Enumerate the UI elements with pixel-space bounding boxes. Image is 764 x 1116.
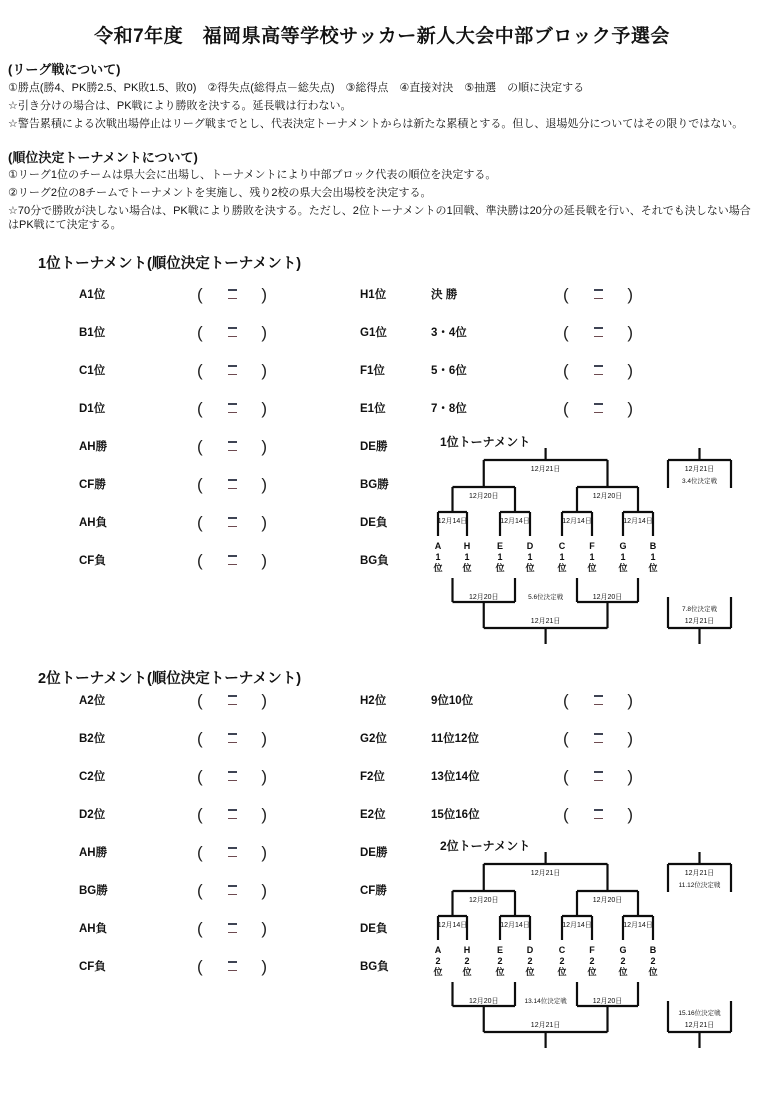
bracket-team-label-char: 1 (620, 552, 626, 562)
score-dash-bottom (228, 450, 237, 452)
bracket-team-label-char: 2 (435, 956, 441, 966)
score-blank (197, 358, 267, 382)
match-date-label: 12月21日 (684, 618, 715, 625)
rule-line: ☆引き分けの場合は、PK戦により勝敗を決する。延長戦は行わない。 (8, 100, 352, 112)
score-blank (563, 764, 633, 788)
team-slot-label: BG負 (360, 961, 389, 973)
score-dash-bottom (594, 742, 603, 744)
bracket-team-label-char: 位 (433, 967, 443, 977)
team-slot-label: AH勝 (79, 441, 108, 453)
score-dash-bottom (594, 298, 603, 300)
score-dashes (594, 327, 603, 337)
paren-close-icon: ) (627, 360, 633, 380)
team-slot-label: DE勝 (360, 441, 388, 453)
team-slot-label: F1位 (360, 365, 385, 377)
first-place-bracket-diagram (420, 430, 764, 652)
score-dashes (228, 809, 237, 819)
score-dash-bottom (228, 970, 237, 972)
placement-label: 15位16位 (431, 809, 480, 821)
match-date-label: 12月21日 (530, 1022, 561, 1029)
paren-open-icon: ( (197, 398, 203, 418)
score-dashes (594, 733, 603, 743)
team-slot-label: E2位 (360, 809, 386, 821)
score-dash-top (228, 555, 237, 557)
team-slot-label: BG勝 (360, 479, 389, 491)
match-date-label: 12月21日 (684, 870, 715, 877)
score-blank (197, 434, 267, 458)
score-dash-bottom (594, 704, 603, 706)
bracket-team-label-char: 位 (587, 563, 597, 573)
paren-open-icon: ( (563, 284, 569, 304)
score-dash-bottom (594, 412, 603, 414)
score-dashes (228, 555, 237, 565)
paren-close-icon: ) (627, 284, 633, 304)
team-slot-label: D1位 (79, 403, 106, 415)
tournament-row (0, 396, 764, 420)
team-slot-label: C2位 (79, 771, 106, 783)
paren-close-icon: ) (261, 804, 267, 824)
tournament-row (0, 358, 764, 382)
score-dashes (594, 809, 603, 819)
bracket-team-label-char: G (619, 945, 627, 955)
tournament-row (0, 802, 764, 826)
bracket-team-label-char: 2 (559, 956, 565, 966)
paren-open-icon: ( (563, 728, 569, 748)
tournament-row (0, 688, 764, 712)
placement-label: 11位12位 (431, 733, 479, 745)
tournament-row (0, 320, 764, 344)
bracket-team-label-char: 位 (462, 967, 472, 977)
score-blank (197, 802, 267, 826)
placement-label: 9位10位 (431, 695, 474, 707)
paren-close-icon: ) (261, 512, 267, 532)
score-dash-top (228, 327, 237, 329)
score-dash-bottom (228, 412, 237, 414)
placement-label: 7・8位 (431, 403, 467, 415)
match-date-label: 12月21日 (684, 466, 715, 473)
match-date-label: 12月14日 (623, 518, 653, 525)
score-dashes (228, 961, 237, 971)
bracket-team-label-char: 2 (589, 956, 595, 966)
score-blank (197, 472, 267, 496)
rule-line: はPK戦にて決定する。 (8, 219, 122, 231)
team-slot-label: BG勝 (79, 885, 108, 897)
team-slot-label: A2位 (79, 695, 106, 707)
paren-close-icon: ) (627, 766, 633, 786)
bracket-team-label-char: F (589, 541, 595, 551)
placement-label: 決 勝 (431, 289, 458, 301)
score-blank (197, 878, 267, 902)
tournament-row (0, 726, 764, 750)
first-place-section-heading: 1位トーナメント(順位決定トーナメント) (38, 256, 302, 272)
paren-open-icon: ( (197, 436, 203, 456)
bracket-team-label-char: A (434, 945, 442, 955)
paren-open-icon: ( (197, 766, 203, 786)
bracket-team-label-char: 位 (557, 563, 567, 573)
score-dashes (228, 517, 237, 527)
score-dash-top (228, 365, 237, 367)
paren-open-icon: ( (197, 284, 203, 304)
score-dashes (228, 733, 237, 743)
paren-close-icon: ) (627, 398, 633, 418)
bracket-team-label-char: B (649, 945, 657, 955)
tournament-row (0, 282, 764, 306)
bracket-team-label-char: 2 (497, 956, 503, 966)
rule-line: ①リーグ1位のチームは県大会に出場し、トーナメントにより中部ブロック代表の順位を決定する。 (8, 169, 497, 181)
paren-open-icon: ( (197, 360, 203, 380)
paren-close-icon: ) (261, 284, 267, 304)
score-blank (197, 688, 267, 712)
match-date-label: 12月21日 (530, 870, 561, 877)
bracket-team-label-char: 位 (587, 967, 597, 977)
score-dash-bottom (228, 894, 237, 896)
team-slot-label: AH勝 (79, 847, 108, 859)
bracket-team-label-char: 位 (618, 563, 628, 573)
score-dash-bottom (594, 336, 603, 338)
tournament-row (0, 764, 764, 788)
placement-label: 5・6位 (431, 365, 467, 377)
score-blank (197, 840, 267, 864)
team-slot-label: A1位 (79, 289, 106, 301)
team-slot-label: D2位 (79, 809, 106, 821)
bracket-team-label-char: 位 (495, 967, 505, 977)
paren-close-icon: ) (261, 728, 267, 748)
bracket-team-label-char: 位 (648, 563, 658, 573)
match-date-label: 12月20日 (592, 897, 623, 904)
bracket-placement-label: 3.4位決定戦 (681, 478, 718, 485)
score-dash-bottom (228, 704, 237, 706)
paren-open-icon: ( (563, 360, 569, 380)
team-slot-label: DE勝 (360, 847, 388, 859)
score-dash-bottom (594, 374, 603, 376)
paren-open-icon: ( (563, 322, 569, 342)
second-place-bracket-diagram (420, 834, 764, 1056)
score-blank (197, 282, 267, 306)
bracket-team-label-char: B (649, 541, 657, 551)
score-dash-top (228, 517, 237, 519)
score-dash-top (228, 771, 237, 773)
paren-open-icon: ( (197, 918, 203, 938)
bracket-team-label-char: E (496, 541, 504, 551)
ranking-rules-heading: (順位決定トーナメントについて) (8, 150, 198, 165)
paren-close-icon: ) (261, 322, 267, 342)
score-dash-top (228, 695, 237, 697)
paren-open-icon: ( (563, 690, 569, 710)
placement-label: 13位14位 (431, 771, 480, 783)
score-dash-top (594, 327, 603, 329)
bracket-team-label-char: 位 (525, 967, 535, 977)
score-dash-bottom (228, 780, 237, 782)
bracket-team-label-char: 1 (527, 552, 533, 562)
match-date-label: 12月14日 (562, 518, 592, 525)
score-dashes (228, 365, 237, 375)
score-blank (197, 320, 267, 344)
match-date-label: 12月20日 (592, 594, 623, 601)
score-dashes (228, 695, 237, 705)
match-date-label: 12月20日 (468, 897, 499, 904)
match-date-label: 12月14日 (500, 518, 530, 525)
bracket-team-label-char: C (558, 945, 566, 955)
paren-close-icon: ) (261, 550, 267, 570)
paren-open-icon: ( (197, 880, 203, 900)
bracket-team-label-char: 1 (559, 552, 565, 562)
bracket-team-label-char: 2 (620, 956, 626, 966)
team-slot-label: CF勝 (79, 479, 106, 491)
bracket-team-label-char: A (434, 541, 442, 551)
paren-close-icon: ) (261, 880, 267, 900)
score-dashes (228, 885, 237, 895)
second-place-section-heading: 2位トーナメント(順位決定トーナメント) (38, 671, 302, 687)
paren-close-icon: ) (261, 690, 267, 710)
match-date-label: 12月20日 (468, 493, 499, 500)
paren-close-icon: ) (261, 918, 267, 938)
paren-close-icon: ) (261, 956, 267, 976)
bracket-team-label-char: 位 (433, 563, 443, 573)
score-dashes (228, 923, 237, 933)
score-dash-bottom (228, 298, 237, 300)
score-dash-top (594, 771, 603, 773)
first-place-bracket-title: 1位トーナメント (440, 435, 531, 449)
bracket-team-label-char: 1 (464, 552, 470, 562)
score-dashes (228, 403, 237, 413)
paren-open-icon: ( (197, 956, 203, 976)
bracket-placement-label: 5.6位決定戦 (528, 594, 564, 601)
paren-close-icon: ) (261, 766, 267, 786)
team-slot-label: G1位 (360, 327, 387, 339)
team-slot-label: E1位 (360, 403, 386, 415)
paren-close-icon: ) (627, 690, 633, 710)
score-dash-top (594, 809, 603, 811)
match-date-label: 12月20日 (468, 998, 499, 1005)
team-slot-label: C1位 (79, 365, 106, 377)
paren-close-icon: ) (261, 436, 267, 456)
bracket-team-label-char: 1 (650, 552, 656, 562)
paren-open-icon: ( (197, 728, 203, 748)
score-dash-bottom (228, 742, 237, 744)
paren-open-icon: ( (563, 766, 569, 786)
bracket-team-label-char: G (619, 541, 627, 551)
score-dash-top (228, 289, 237, 291)
rule-line: ☆70分で勝敗が決しない場合は、PK戦により勝敗を決する。ただし、2位トーナメントの1回戦、準決勝は20分の延長戦を行い、それでも決しない場合 (8, 205, 751, 217)
score-dash-top (228, 479, 237, 481)
score-dash-top (594, 403, 603, 405)
paren-close-icon: ) (261, 474, 267, 494)
team-slot-label: B1位 (79, 327, 106, 339)
score-dash-top (228, 923, 237, 925)
bracket-team-label-char: E (496, 945, 504, 955)
match-date-label: 12月14日 (623, 922, 653, 929)
bracket-team-label-char: 1 (435, 552, 441, 562)
score-dash-bottom (594, 818, 603, 820)
match-date-label: 12月20日 (592, 998, 623, 1005)
match-date-label: 12月21日 (530, 466, 561, 473)
bracket-team-label-char: 2 (527, 956, 533, 966)
team-slot-label: H1位 (360, 289, 387, 301)
match-date-label: 12月14日 (437, 518, 468, 525)
score-dashes (594, 289, 603, 299)
team-slot-label: AH負 (79, 923, 108, 935)
team-slot-label: G2位 (360, 733, 387, 745)
rule-line: ①勝点(勝4、PK勝2.5、PK敗1.5、敗0) ②得失点(総得点－総失点) ③総得点 ④直接対決 ⑤抽選 の順に決定する (8, 82, 585, 94)
score-dash-bottom (594, 780, 603, 782)
score-dash-bottom (228, 932, 237, 934)
paren-open-icon: ( (197, 322, 203, 342)
score-blank (197, 954, 267, 978)
second-place-bracket-title: 2位トーナメント (440, 839, 531, 853)
bracket-team-label-char: 位 (525, 563, 535, 573)
paren-open-icon: ( (563, 804, 569, 824)
score-blank (197, 764, 267, 788)
score-blank (563, 320, 633, 344)
score-dash-top (228, 403, 237, 405)
score-dashes (228, 327, 237, 337)
bracket-team-label-char: 2 (464, 956, 470, 966)
score-dashes (594, 771, 603, 781)
bracket-team-label-char: F (589, 945, 595, 955)
bracket-placement-label: 11.12位決定戦 (678, 882, 721, 889)
paren-open-icon: ( (563, 398, 569, 418)
score-dash-top (594, 733, 603, 735)
placement-label: 3・4位 (431, 327, 467, 339)
score-dash-top (228, 961, 237, 963)
score-dash-bottom (228, 374, 237, 376)
score-blank (563, 396, 633, 420)
score-blank (197, 396, 267, 420)
match-date-label: 12月20日 (592, 493, 623, 500)
paren-open-icon: ( (197, 550, 203, 570)
score-dash-bottom (228, 564, 237, 566)
score-dashes (594, 365, 603, 375)
score-dash-top (228, 847, 237, 849)
match-date-label: 12月14日 (437, 922, 468, 929)
team-slot-label: F2位 (360, 771, 385, 783)
match-date-label: 12月21日 (684, 1022, 715, 1029)
score-dash-top (594, 695, 603, 697)
paren-open-icon: ( (197, 690, 203, 710)
score-dashes (594, 695, 603, 705)
league-rules-heading: (リーグ戦について) (8, 62, 121, 77)
score-blank (197, 916, 267, 940)
bracket-team-label-char: 位 (648, 967, 658, 977)
score-dash-bottom (228, 526, 237, 528)
score-dash-top (228, 733, 237, 735)
score-dash-bottom (228, 336, 237, 338)
score-dashes (228, 479, 237, 489)
paren-close-icon: ) (261, 398, 267, 418)
score-blank (563, 726, 633, 750)
score-blank (563, 688, 633, 712)
score-dash-bottom (228, 856, 237, 858)
bracket-team-label-char: 位 (557, 967, 567, 977)
bracket-placement-label: 13.14位決定戦 (524, 998, 567, 1005)
bracket-team-label-char: 位 (462, 563, 472, 573)
score-dashes (228, 441, 237, 451)
match-date-label: 12月14日 (562, 922, 592, 929)
bracket-team-label-char: C (558, 541, 566, 551)
team-slot-label: H2位 (360, 695, 387, 707)
team-slot-label: B2位 (79, 733, 106, 745)
team-slot-label: CF勝 (360, 885, 387, 897)
document-title: 令和7年度 福岡県高等学校サッカー新人大会中部ブロック予選会 (94, 26, 670, 47)
bracket-team-label-char: 2 (650, 956, 656, 966)
score-dash-bottom (228, 488, 237, 490)
score-dash-top (228, 441, 237, 443)
team-slot-label: DE負 (360, 923, 388, 935)
team-slot-label: AH負 (79, 517, 108, 529)
score-dash-top (228, 885, 237, 887)
paren-open-icon: ( (197, 512, 203, 532)
score-blank (197, 548, 267, 572)
paren-close-icon: ) (261, 360, 267, 380)
score-dash-top (228, 809, 237, 811)
score-dashes (228, 771, 237, 781)
bracket-placement-label: 15.16位決定戦 (678, 1010, 721, 1017)
match-date-label: 12月14日 (500, 922, 530, 929)
rule-line: ②リーグ2位の8チームでトーナメントを実施し、残り2校の県大会出場校を決定する。 (8, 187, 432, 199)
bracket-team-label-char: H (463, 945, 471, 955)
score-dash-top (594, 289, 603, 291)
paren-close-icon: ) (627, 728, 633, 748)
score-dash-bottom (228, 818, 237, 820)
score-dashes (228, 847, 237, 857)
match-date-label: 12月21日 (530, 618, 561, 625)
score-dash-top (594, 365, 603, 367)
paren-open-icon: ( (197, 842, 203, 862)
bracket-team-label-char: D (526, 945, 534, 955)
bracket-team-label-char: 位 (495, 563, 505, 573)
team-slot-label: DE負 (360, 517, 388, 529)
paren-open-icon: ( (197, 804, 203, 824)
bracket-team-label-char: 1 (497, 552, 503, 562)
paren-open-icon: ( (197, 474, 203, 494)
score-blank (563, 282, 633, 306)
score-dashes (594, 403, 603, 413)
score-blank (563, 358, 633, 382)
bracket-team-label-char: 位 (618, 967, 628, 977)
team-slot-label: BG負 (360, 555, 389, 567)
bracket-team-label-char: D (526, 541, 534, 551)
score-dashes (228, 289, 237, 299)
bracket-team-label-char: 1 (589, 552, 595, 562)
paren-close-icon: ) (261, 842, 267, 862)
paren-close-icon: ) (627, 322, 633, 342)
score-blank (563, 802, 633, 826)
paren-close-icon: ) (627, 804, 633, 824)
match-date-label: 12月20日 (468, 594, 499, 601)
bracket-placement-label: 7.8位決定戦 (681, 606, 718, 613)
team-slot-label: CF負 (79, 555, 106, 567)
score-blank (197, 510, 267, 534)
score-blank (197, 726, 267, 750)
rule-line: ☆警告累積による次戦出場停止はリーグ戦までとし、代表決定トーナメントからは新たな累積とする。但し、退場処分についてはその限りではない。 (8, 118, 744, 130)
team-slot-label: CF負 (79, 961, 106, 973)
bracket-team-label-char: H (463, 541, 471, 551)
